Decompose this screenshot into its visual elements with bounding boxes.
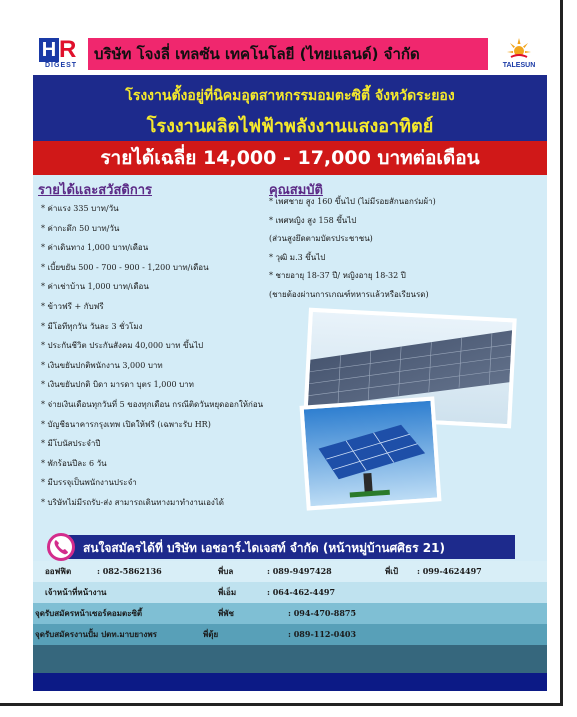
list-item: * เพศชาย สูง 160 ขึ้นไป (ไม่มีรอยสักนอกร่มผ้า) (269, 197, 436, 206)
list-item: * เงินขยันปกติพนักงาน 3,000 บาท (41, 360, 163, 370)
contact-bar (33, 533, 547, 559)
talesun-wordmark: TALESUN (502, 62, 536, 69)
hr-logo-h: H (39, 38, 59, 62)
list-item: * เบี้ยขยัน 500 - 700 - 900 - 1,200 บาท/เดือน (41, 262, 209, 272)
contact-phone: : 094-470-8875 (288, 608, 357, 618)
hr-logo-r: R (59, 36, 77, 63)
list-item: * เงินขยันปกติ บิดา มารดา บุตร 1,000 บาท (41, 380, 194, 390)
table-row (33, 603, 547, 624)
list-item: * ข้าวฟรี + กับฟรี (41, 301, 104, 311)
bottom-band (33, 673, 547, 691)
list-item: * ค่ากะดึก 50 บาท/วัน (41, 223, 120, 233)
hr-digest-logo (39, 38, 87, 72)
poster-header (33, 33, 547, 75)
list-item: * จ่ายเงินเดือนทุกวันที่ 5 ของทุกเดือน กรณีติดวันหยุดออกให้ก่อน (41, 399, 264, 409)
list-item: * ค่าเช่าบ้าน 1,000 บาท/เดือน (41, 282, 149, 292)
salary-banner: รายได้เฉลี่ย 14,000 - 17,000 บาทต่อเดือน (33, 141, 547, 175)
list-item: * มีบรรจุเป็นพนักงานประจำ (41, 478, 137, 488)
hr-logo-sub: DIGEST (45, 62, 78, 69)
contact-label: เจ้าหน้าที่หน้างาน (45, 587, 107, 597)
sun-icon (507, 37, 531, 61)
table-row (33, 561, 547, 582)
contact-phone: : 082-5862136 (97, 566, 162, 576)
table-row-empty (33, 645, 547, 675)
contact-phone: : 099-4624497 (417, 566, 482, 576)
benefits-list (41, 199, 263, 513)
contact-name: พี่เป้ (385, 566, 399, 576)
solar-panel-photo (300, 396, 442, 510)
location-line: โรงงานตั้งอยู่ที่นิคมอุตสาหกรรมอมตะซิตี้ จังหวัดระยอง (125, 88, 455, 104)
talesun-logo (496, 37, 542, 73)
list-item: * มีโอทีทุกวัน วันละ 3 ชั่วโมง (41, 321, 143, 331)
title-band (33, 75, 547, 141)
factory-line: โรงงานผลิตไฟฟ้าพลังงานแสงอาทิตย์ (146, 116, 434, 137)
list-item: * ค่าแรง 335 บาท/วัน (41, 204, 119, 213)
qualifications-list (269, 193, 436, 304)
qualifications-heading: คุณสมบัติ (269, 183, 323, 198)
list-item: * มีโบนัสประจำปี (41, 439, 101, 449)
contact-phone: : 089-9497428 (267, 566, 332, 576)
benefits-heading: รายได้และสวัสดิการ (38, 183, 152, 198)
contact-phone: : 089-112-0403 (288, 629, 357, 639)
list-item: (ชายต้องผ่านการเกณฑ์ทหารแล้วหรือเรียนรด) (269, 289, 429, 299)
job-poster (33, 33, 547, 691)
contact-label: จุดรับสมัครหน้าเซอร์คอมตะซิตี้ (35, 608, 143, 618)
contact-table (33, 561, 547, 675)
company-name: บริษัท โจงลี่ เทลซัน เทคโนโลยี (ไทยแลนด์) จำกัด (88, 38, 488, 70)
list-item: * ประกันชีวิต ประกันสังคม 40,000 บาท ขึ้นไป (41, 341, 204, 351)
list-item: * ค่าเดินทาง 1,000 บาท/เดือน (41, 243, 149, 253)
contact-name: พี่ตุ้ย (203, 629, 219, 639)
list-item: * เพศหญิง สูง 158 ขึ้นไป (269, 215, 357, 225)
list-item: * บริษัทไม่มีรถรับ-ส่ง สามารถเดินทางมาทำงานเองได้ (41, 497, 224, 507)
contact-name: พี่บล (218, 566, 234, 576)
phone-icon (47, 533, 75, 561)
contact-label: ออฟฟิต (45, 566, 72, 576)
list-item: * พักร้อนปีละ 6 วัน (41, 458, 107, 468)
contact-name: พี่พัช (218, 608, 234, 618)
contact-phone: : 064-462-4497 (267, 587, 336, 597)
list-item: * ชายอายุ 18-37 ปี/ หญิงอายุ 18-32 ปี (269, 271, 406, 280)
list-item: * วุฒิ ม.3 ขึ้นไป (269, 252, 326, 262)
contact-label: จุดรับสมัครงานปั้ม ปตท.มาบยางพร (35, 629, 157, 639)
list-item: * บัญชีธนาคารกรุงเทพ เปิดให้ฟรี (เฉพาะรับ HR) (41, 419, 211, 429)
table-row (33, 624, 547, 645)
apply-info: สนใจสมัครได้ที่ บริษัท เอชอาร์.ไดเจสท์ จำกัด (หน้าหมู่บ้านศศิธร 21) (83, 541, 445, 555)
table-row (33, 582, 547, 603)
list-item: (ส่วนสูงยึดตามบัตรประชาชน) (269, 234, 373, 243)
contact-name: พี่เอ็ม (218, 587, 237, 597)
